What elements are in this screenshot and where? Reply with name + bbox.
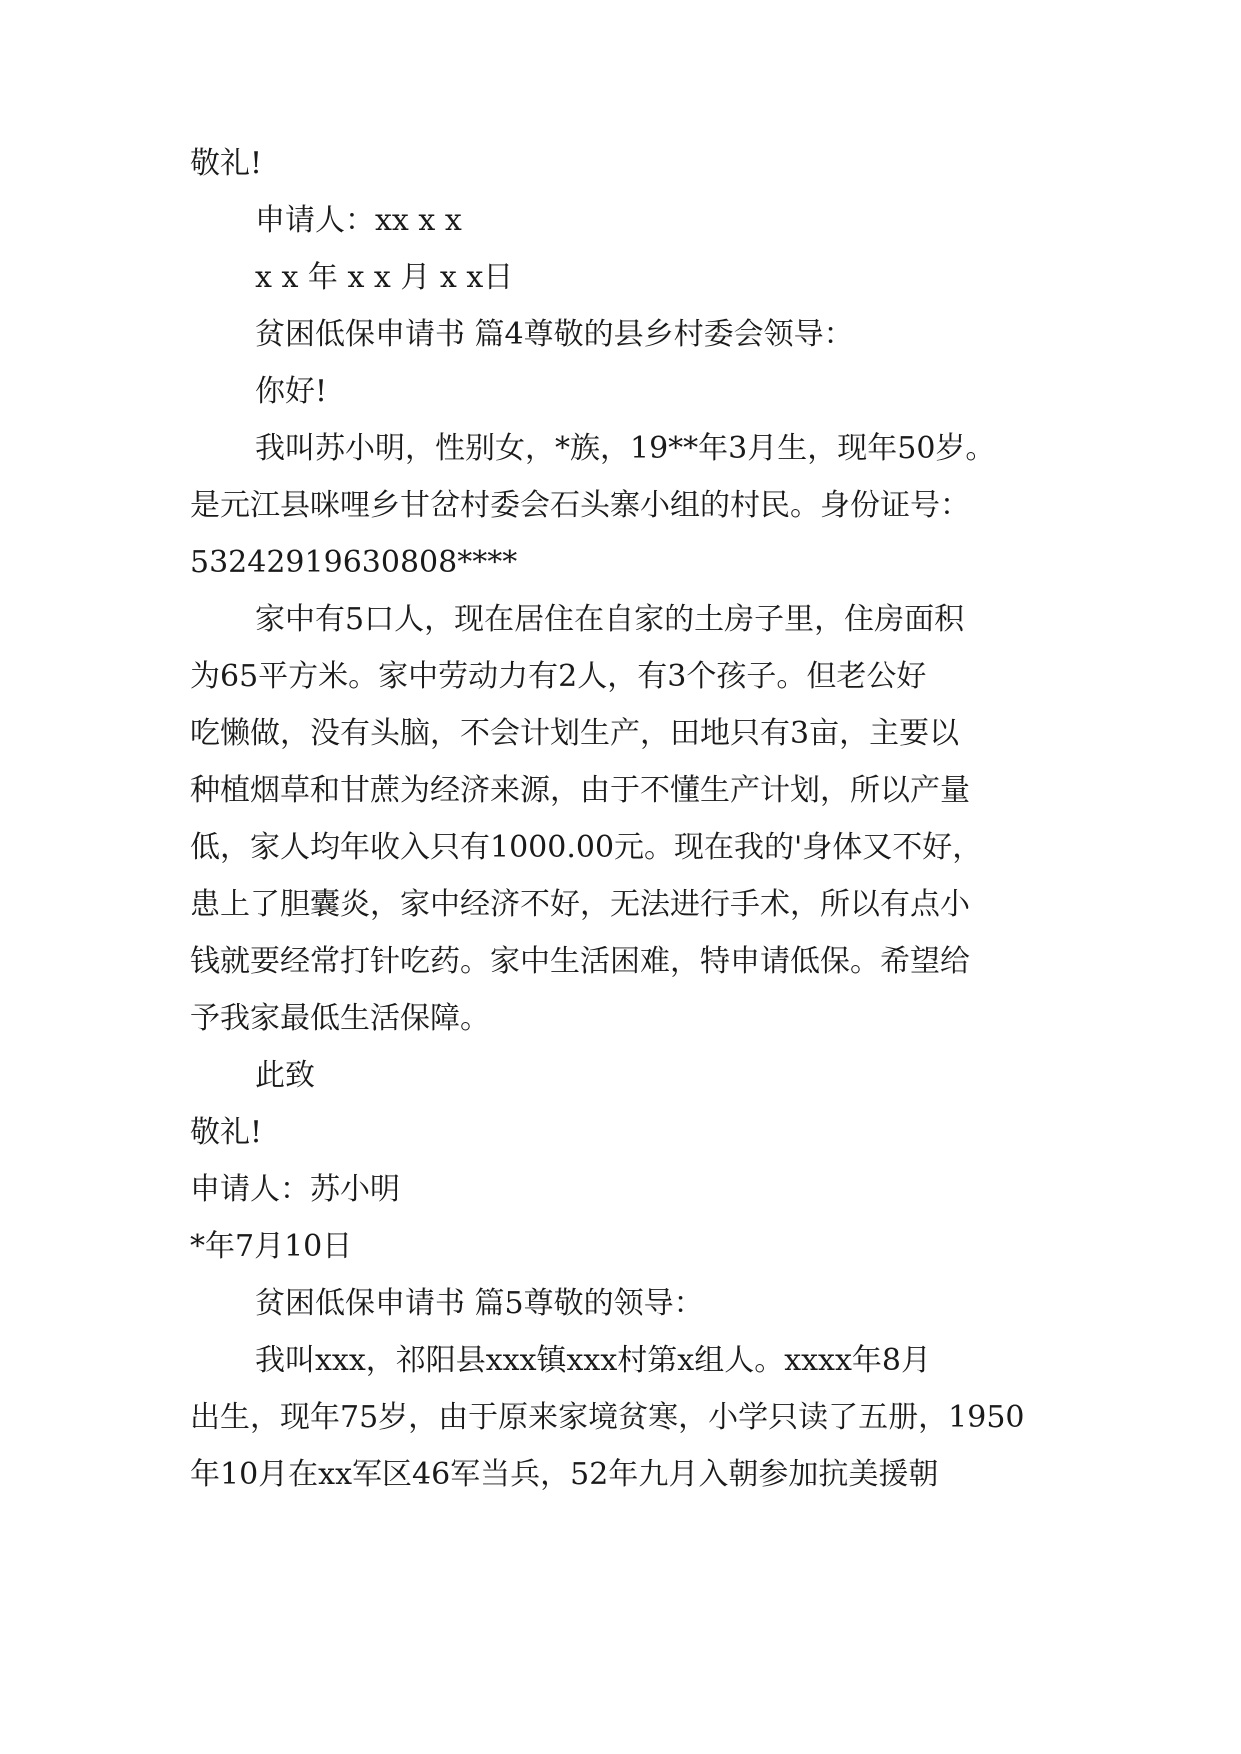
date-line: *年7月10日 [190, 1229, 353, 1264]
paragraph-line: 家中有5口人，现在居住在自家的土房子里，住房面积 [255, 602, 965, 637]
paragraph-line: 我叫苏小明，性别女，*族，19**年3月生，现年50岁。 [255, 431, 996, 466]
date-line: x x 年 x x 月 x x日 [255, 260, 514, 295]
paragraph-line: 为65平方米。家中劳动力有2人，有3个孩子。但老公好 [190, 659, 927, 694]
paragraph-line: 患上了胆囊炎，家中经济不好，无法进行手术，所以有点小 [190, 887, 970, 922]
id-number-line: 53242919630808**** [190, 545, 518, 580]
paragraph-line: 是元江县咪哩乡甘岔村委会石头寨小组的村民。身份证号： [190, 488, 970, 523]
paragraph-line: 钱就要经常打针吃药。家中生活困难，特申请低保。希望给 [190, 944, 970, 979]
applicant-line: 申请人：xx x x [255, 203, 462, 238]
paragraph-line: 低，家人均年收入只有1000.00元。现在我的'身体又不好， [190, 830, 983, 865]
salutation-closing: 敬礼! [190, 146, 263, 181]
paragraph-line: 我叫xxx，祁阳县xxx镇xxx村第x组人。xxxx年8月 [255, 1343, 931, 1378]
paragraph-line: 吃懒做，没有头脑，不会计划生产，田地只有3亩，主要以 [190, 716, 960, 751]
paragraph-line: 出生，现年75岁，由于原来家境贫寒，小学只读了五册，1950 [190, 1400, 1025, 1435]
paragraph-line: 种植烟草和甘蔗为经济来源，由于不懂生产计划，所以产量 [190, 773, 970, 808]
salutation-closing: 敬礼! [190, 1115, 263, 1150]
closing-line: 此致 [255, 1058, 315, 1093]
applicant-line: 申请人：苏小明 [190, 1172, 400, 1207]
paragraph-line: 年10月在xx军区46军当兵，52年九月入朝参加抗美援朝 [190, 1457, 939, 1492]
section-heading: 贫困低保申请书 篇4尊敬的县乡村委会领导： [255, 317, 854, 352]
greeting-line: 你好! [255, 374, 328, 409]
section-heading: 贫困低保申请书 篇5尊敬的领导： [255, 1286, 704, 1321]
paragraph-line: 予我家最低生活保障。 [190, 1001, 490, 1036]
